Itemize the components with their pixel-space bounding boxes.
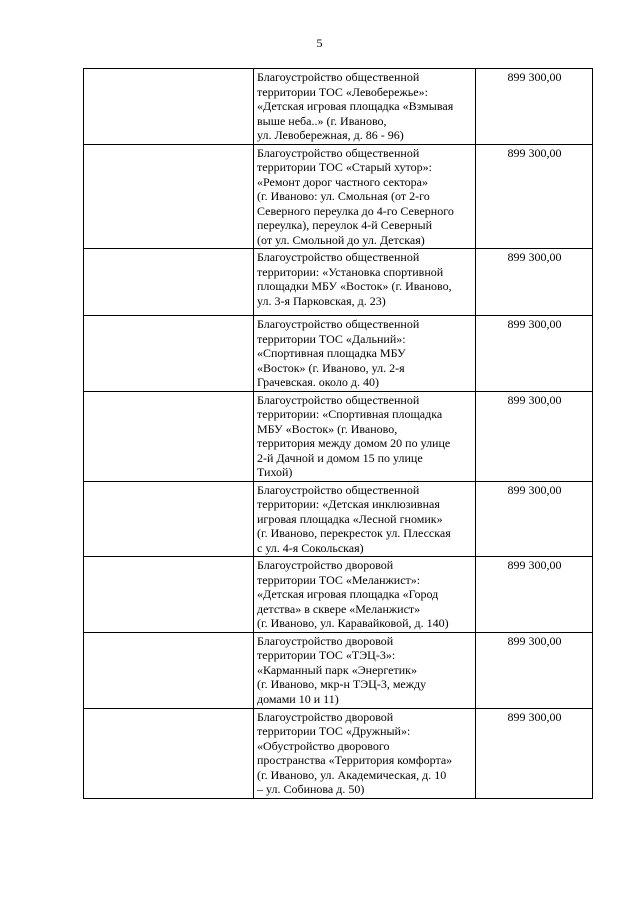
empty-cell [84, 557, 254, 633]
empty-cell [84, 69, 254, 145]
table-row [84, 69, 593, 145]
description-cell: Благоустройство общественной территории: «Детская инклюзивная игровая площадка «Лесной гномик» (г. Иваново, перекресток ул. Плесская с ул. 4-я Сокольская) [254, 481, 476, 557]
amount-cell: 899 300,00 [476, 144, 593, 249]
table-row [84, 632, 593, 708]
description-cell: Благоустройство общественной территории: «Спортивная площадка МБУ «Восток» (г. Иваново, территория между домом 20 по улице 2-й Дачной и домом 15 по улице Тихой) [254, 391, 476, 481]
empty-cell [84, 316, 254, 392]
empty-cell [84, 391, 254, 481]
description-cell: Благоустройство дворовой территории ТОС «ТЭЦ-3»: «Карманный парк «Энергетик» (г. Иваново, мкр-н ТЭЦ-3, между домами 10 и 11) [254, 632, 476, 708]
amount-cell: 899 300,00 [476, 632, 593, 708]
empty-cell [84, 481, 254, 557]
amount-cell: 899 300,00 [476, 481, 593, 557]
table-row [84, 708, 593, 798]
amount-cell: 899 300,00 [476, 557, 593, 633]
table-row [84, 481, 593, 557]
amount-cell: 899 300,00 [476, 391, 593, 481]
empty-cell [84, 632, 254, 708]
empty-cell [84, 144, 254, 249]
table-row [84, 557, 593, 633]
amount-cell: 899 300,00 [476, 708, 593, 798]
table-row [84, 316, 593, 392]
description-cell: Благоустройство общественной территории: «Установка спортивной площадки МБУ «Восток» (г. Иваново, ул. 3-я Парковская, д. 23) [254, 249, 476, 316]
description-cell: Благоустройство общественной территории ТОС «Левобережье»: «Детская игровая площадка «Взмывая выше неба..» (г. Иваново, ул. Левобережная, д. 86 - 96) [254, 69, 476, 145]
funding-table [83, 68, 593, 799]
page-number: 5 [316, 36, 323, 50]
description-cell: Благоустройство общественной территории ТОС «Дальний»: «Спортивная площадка МБУ «Восток» (г. Иваново, ул. 2-я Грачевская. около д. 40) [254, 316, 476, 392]
table-row [84, 391, 593, 481]
empty-cell [84, 249, 254, 316]
description-cell: Благоустройство общественной территории ТОС «Старый хутор»: «Ремонт дорог частного сектора» (г. Иваново: ул. Смольная (от 2-го Северного переулка до 4-го Северного переулка), переулок 4-й Северный (от ул. Смольной до ул. Детская) [254, 144, 476, 249]
description-cell: Благоустройство дворовой территории ТОС «Дружный»: «Обустройство дворового пространства «Территория комфорта» (г. Иваново, ул. Академическая, д. 10 – ул. Собинова д. 50) [254, 708, 476, 798]
amount-cell: 899 300,00 [476, 249, 593, 316]
description-cell: Благоустройство дворовой территории ТОС «Меланжист»: «Детская игровая площадка «Город детства» в сквере «Меланжист» (г. Иваново, ул. Каравайковой, д. 140) [254, 557, 476, 633]
amount-cell: 899 300,00 [476, 316, 593, 392]
empty-cell [84, 708, 254, 798]
table-row [84, 144, 593, 249]
amount-cell: 899 300,00 [476, 69, 593, 145]
table-row [84, 249, 593, 316]
